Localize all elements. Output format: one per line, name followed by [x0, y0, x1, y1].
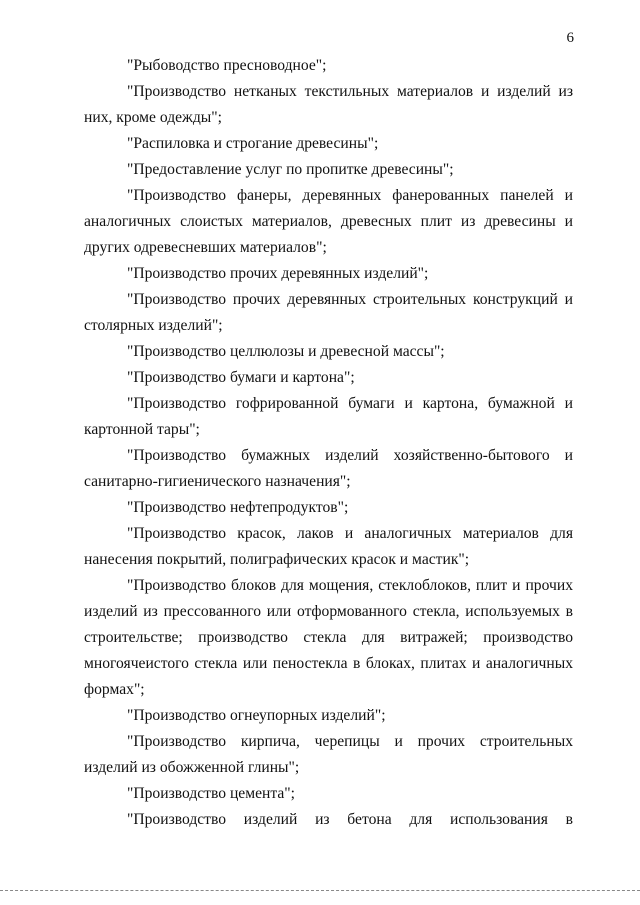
paragraph: "Производство кирпича, черепицы и прочих строительных изделий из обожженной глины"; [84, 733, 573, 776]
paragraph: "Производство бумажных изделий хозяйственно-бытового и санитарно-гигиенического назначения"; [84, 447, 573, 490]
paragraph: "Производство бумаги и картона"; [127, 369, 355, 386]
paragraph: "Предоставление услуг по пропитке древесины"; [127, 161, 454, 178]
document-body [84, 53, 573, 833]
page-number: 6 [566, 30, 574, 46]
paragraph: "Производство фанеры, деревянных фанерованных панелей и аналогичных слоистых материалов, древесных плит из древесины и других одревесневших материалов"; [84, 187, 573, 256]
paragraph: "Производство блоков для мощения, стеклоблоков, плит и прочих изделий из прессованного или отформованного стекла, используемых в строительстве; производство стекла для витражей; производство многоячеистого стекла или пеностекла в блоках, плитах и аналогичных формах"; [84, 577, 573, 698]
paragraph: "Производство целлюлозы и древесной массы"; [127, 343, 445, 360]
paragraph-continued: "Производство изделий из бетона для использования в [127, 811, 573, 828]
paragraph: "Производство нефтепродуктов"; [127, 499, 349, 516]
paragraph: "Производство красок, лаков и аналогичных материалов для нанесения покрытий, полиграфических красок и мастик"; [84, 525, 573, 568]
paragraph: "Производство нетканых текстильных материалов и изделий из них, кроме одежды"; [84, 83, 573, 126]
paragraph: "Производство огнеупорных изделий"; [127, 707, 386, 724]
page-bottom-rule [0, 890, 640, 891]
paragraph: "Рыбоводство пресноводное"; [127, 57, 327, 74]
paragraph: "Производство цемента"; [127, 785, 295, 802]
paragraph: "Производство прочих деревянных изделий"; [127, 265, 429, 282]
paragraph: "Производство гофрированной бумаги и картона, бумажной и картонной тары"; [84, 395, 573, 438]
paragraph: "Распиловка и строгание древесины"; [127, 135, 379, 152]
paragraph: "Производство прочих деревянных строительных конструкций и столярных изделий"; [84, 291, 573, 334]
